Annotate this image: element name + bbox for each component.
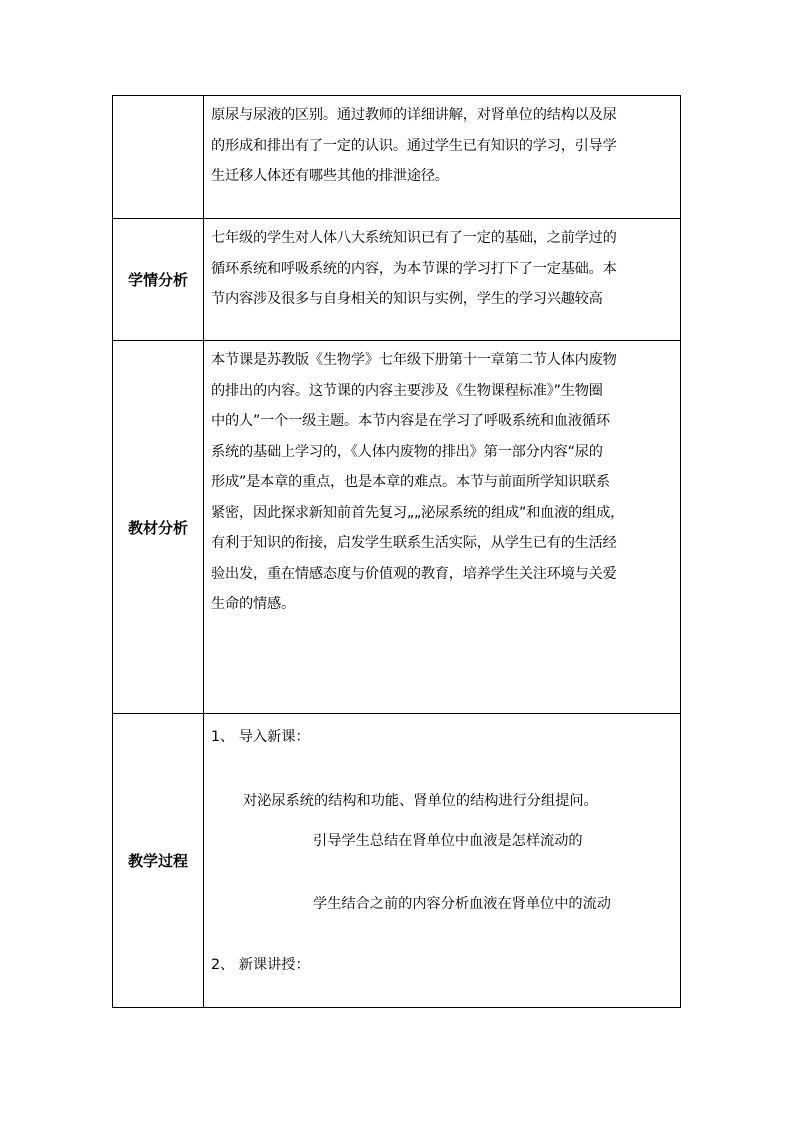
lesson-plan-table <box>112 95 681 1008</box>
row-content <box>204 96 681 219</box>
process-item: 学生结合之前的内容分析血液在肾单位中的流动 <box>313 896 611 912</box>
process-item: 1、 导入新课： <box>211 729 310 745</box>
row-content <box>204 219 681 341</box>
text-line: 验出发，重在情感态度与价值观的教育，培养学生关注环境与关爱 <box>211 565 617 582</box>
text-line: 中的人”一个一级主题。本节内容是在学习了呼吸系统和血液循环 <box>211 413 610 429</box>
process-item: 对泌尿系统的结构和功能、肾单位的结构进行分组提问。 <box>243 793 598 809</box>
row-label: 教材分析 <box>113 341 204 714</box>
row-content <box>204 341 681 714</box>
text-line: 的排出的内容。这节课的内容主要涉及《生物课程标准》”生物圈 <box>211 382 603 399</box>
row-label <box>113 96 204 219</box>
table-row <box>113 714 681 1008</box>
table-row <box>113 96 681 219</box>
text-line: 节内容涉及很多与自身相关的知识与实例，学生的学习兴趣较高 <box>211 291 603 307</box>
text-line: 七年级的学生对人体八大系统知识已有了一定的基础，之前学过的 <box>211 230 617 246</box>
table-row <box>113 341 681 714</box>
row-label: 教学过程 <box>113 714 204 1008</box>
row-content <box>204 714 681 1008</box>
table-row <box>113 219 681 341</box>
text-line: 系统的基础上学习的，《人体内废物的排出》第一部分内容“尿的 <box>211 443 603 460</box>
text-line: 形成”是本章的重点，也是本章的难点。本节与前面所学知识联系 <box>211 474 610 490</box>
text-line: 有利于知识的衔接，启发学生联系生活实际，从学生已有的生活经 <box>211 535 617 551</box>
text-line: 循环系统和呼吸系统的内容，为本节课的学习打下了一定基础。本 <box>211 260 617 277</box>
process-item: 2、 新课讲授： <box>211 957 310 973</box>
text-line: 生命的情感。 <box>211 596 295 612</box>
text-line: 原尿与尿液的区别。通过教师的详细讲解，对肾单位的结构以及尿 <box>211 107 617 123</box>
text-line: 本节课是苏教版《生物学》七年级下册第十一章第二节人体内废物 <box>211 352 617 368</box>
text-line: 生迁移人体还有哪些其他的排泄途径。 <box>211 168 449 184</box>
text-line: 的形成和排出有了一定的认识。通过学生已有知识的学习，引导学 <box>211 137 617 154</box>
row-label: 学情分析 <box>113 219 204 341</box>
text-line: 紧密，因此探求新知前首先复习„„泌尿系统的组成”和血液的组成， <box>211 504 625 521</box>
process-item: 引导学生总结在肾单位中血液是怎样流动的 <box>313 833 583 849</box>
